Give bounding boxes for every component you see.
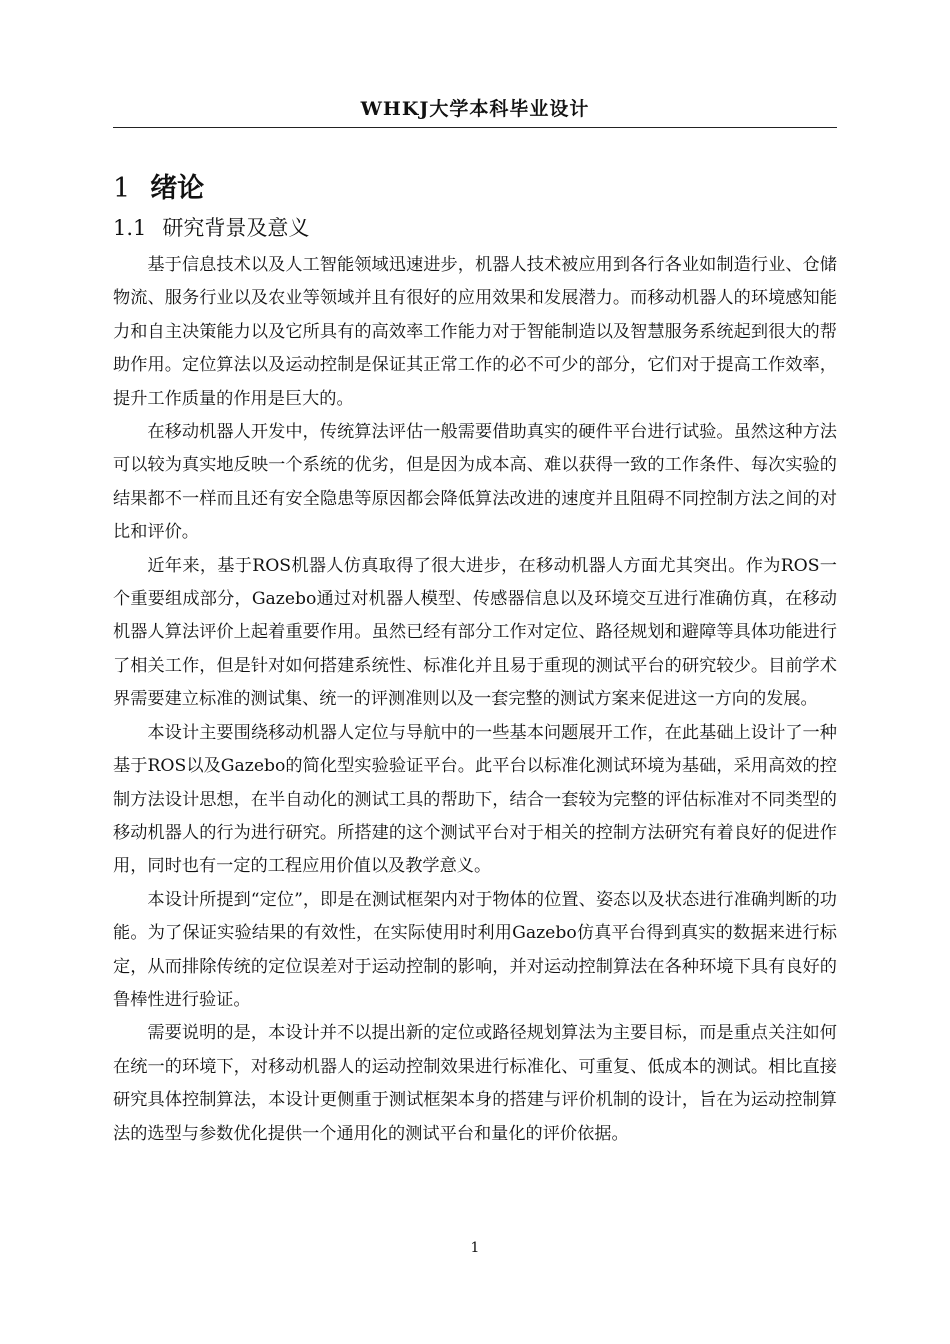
section-heading <box>113 212 309 242</box>
paragraph: 在移动机器人开发中，传统算法评估一般需要借助真实的硬件平台进行试验。虽然这种方法可以较为真实地反映一个系统的优劣，但是因为成本高、难以获得一致的工作条件、每次实验的结果都不一样而且还有安全隐患等原因都会降低算法改进的速度并且阻碍不同控制方法之间的对比和评价。 <box>113 422 837 543</box>
body-text <box>113 249 837 1151</box>
chapter-title: 绪论 <box>150 173 205 204</box>
paragraph: 本设计主要围绕移动机器人定位与导航中的一些基本问题展开工作，在此基础上设计了一种基于ROS以及Gazebo的简化型实验验证平台。此平台以标准化测试环境为基础，采用高效的控制方法设计思想，在半自动化的测试工具的帮助下，结合一套较为完整的评估标准对不同类型的移动机器人的行为进行研究。所搭建的这个测试平台对于相关的控制方法研究有着良好的促进作用，同时也有一定的工程应用价值以及教学意义。 <box>113 722 837 877</box>
paragraph: 需要说明的是，本设计并不以提出新的定位或路径规划算法为主要目标，而是重点关注如何在统一的环境下，对移动机器人的运动控制效果进行标准化、可重复、低成本的测试。相比直接研究具体控制算法，本设计更侧重于测试框架本身的搭建与评价机制的设计，旨在为运动控制算法的选型与参数优化提供一个通用化的测试平台和量化的评价依据。 <box>113 1023 837 1144</box>
section-title: 研究背景及意义 <box>162 216 310 240</box>
chapter-heading <box>113 166 204 205</box>
chapter-number: 1 <box>113 173 131 204</box>
header-rule <box>113 127 837 128</box>
paragraph: 近年来，基于ROS机器人仿真取得了很大进步，在移动机器人方面尤其突出。作为ROS一个重要组成部分，Gazebo通过对机器人模型、传感器信息以及环境交互进行准确仿真，在移动机器人算法评价上起着重要作用。虽然已经有部分工作对定位、路径规划和避障等具体功能进行了相关工作，但是针对如何搭建系统性、标准化并且易于重现的测试平台的研究较少。目前学术界需要建立标准的测试集、统一的评测准则以及一套完整的测试方案来促进这一方向的发展。 <box>113 555 837 710</box>
page-number: 1 <box>470 1240 480 1256</box>
paragraph: 本设计所提到“定位”，即是在测试框架内对于物体的位置、姿态以及状态进行准确判断的功能。为了保证实验结果的有效性，在实际使用时利用Gazebo仿真平台得到真实的数据来进行标定，从而排除传统的定位误差对于运动控制的影响，并对运动控制算法在各种环境下具有良好的鲁棒性进行验证。 <box>113 889 837 1010</box>
paragraph: 基于信息技术以及人工智能领域迅速进步，机器人技术被应用到各行各业如制造行业、仓储物流、服务行业以及农业等领域并且有很好的应用效果和发展潜力。而移动机器人的环境感知能力和自主决策能力以及它所具有的高效率工作能力对于智能制造以及智慧服务系统起到很大的帮助作用。定位算法以及运动控制是保证其正常工作的必不可少的部分，它们对于提高工作效率，提升工作质量的作用是巨大的。 <box>113 255 837 409</box>
section-number: 1.1 <box>113 216 147 240</box>
running-header: WHKJ大学本科毕业设计 <box>360 98 590 120</box>
